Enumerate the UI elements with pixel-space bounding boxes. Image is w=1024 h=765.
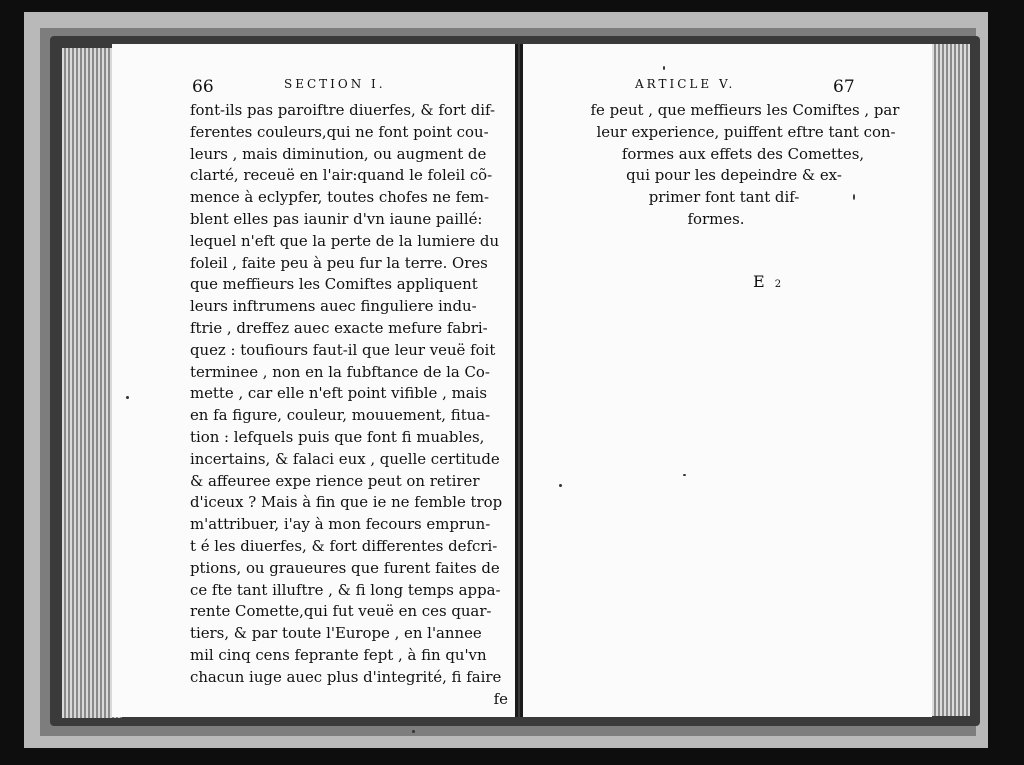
signature-mark xyxy=(753,272,781,291)
text-line: mil cinq cens feprante fept , à fin qu'vn xyxy=(190,645,487,664)
text-line: que meffieurs les Comiftes appliquent xyxy=(190,275,478,294)
right-page-body xyxy=(523,100,935,231)
left-running-head: SECTION I. xyxy=(284,77,386,91)
text-line: quez : toufiours faut-il que leur veuë foit xyxy=(190,340,496,359)
text-line: ferentes couleurs,qui ne font point cou- xyxy=(190,122,489,141)
text-line: ftrie , dreffez auec exacte mefure fabri- xyxy=(190,318,488,337)
text-line: m'attribuer, i'ay à mon fecours emprun- xyxy=(190,515,491,534)
text-line: mette , car elle n'eft point vifible , mais xyxy=(190,384,487,403)
text-line: leurs inftrumens auec finguliere indu- xyxy=(190,297,477,316)
page-number-67: 67 xyxy=(833,77,855,97)
text-line: & affeuree expe rience peut on retirer xyxy=(190,471,480,490)
text-line: ce fte tant illuftre , & fi long temps appa- xyxy=(190,580,501,599)
left-page xyxy=(112,44,518,717)
text-line: rente Comette,qui fut veuë en ces quar- xyxy=(190,602,492,621)
catchword: fe xyxy=(493,689,508,708)
paper-speck xyxy=(683,474,686,476)
paper-speck xyxy=(412,730,415,733)
text-line: blent elles pas iaunir d'vn iaune paillé: xyxy=(190,209,483,228)
right-page-edges xyxy=(930,44,970,716)
signature-number: 2 xyxy=(774,279,782,290)
text-line: leurs , mais diminution, ou augment de xyxy=(190,144,487,163)
text-line: incertains, & falaci eux , quelle certitude xyxy=(190,449,500,468)
paper-speck xyxy=(126,396,129,399)
text-line: formes aux effets des Comettes, xyxy=(621,144,865,163)
text-line: tion : lefquels puis que font fi muables, xyxy=(190,427,485,446)
signature-letter: E xyxy=(753,272,765,291)
text-line: formes. xyxy=(687,209,745,228)
page-number-66: 66 xyxy=(192,77,214,97)
text-line: tiers, & par toute l'Europe , en l'annee xyxy=(190,624,482,643)
text-line: d'iceux ? Mais à fin que ie ne femble trop xyxy=(190,493,503,512)
left-page-body xyxy=(190,100,508,710)
text-line: t é les diuerfes, & fort differentes defcri- xyxy=(190,536,498,555)
text-line: ptions, ou graueures que furent faites de xyxy=(190,558,500,577)
text-line: clarté, receuë en l'air:quand le foleil cõ- xyxy=(190,166,493,185)
text-line: primer font tant dif- xyxy=(648,188,800,207)
paper-speck xyxy=(853,194,855,200)
text-line: leur experience, puiffent eftre tant con- xyxy=(596,122,896,141)
paper-speck xyxy=(559,484,562,487)
left-page-number xyxy=(192,77,214,97)
right-page-number xyxy=(833,77,855,97)
text-line: chacun iuge auec plus d'integrité, fi faire xyxy=(190,667,502,686)
text-line: terminee , non en la fubftance de la Co- xyxy=(190,362,490,381)
right-page xyxy=(520,44,932,717)
text-line: mence à eclypfer, toutes chofes ne fem- xyxy=(190,188,490,207)
text-line: foleil , faite peu à peu fur la terre. Ores xyxy=(190,253,488,272)
paper-speck xyxy=(663,66,665,70)
text-line: en fa figure, couleur, mouuement, fitua- xyxy=(190,406,491,425)
text-line: font-ils pas paroiftre diuerfes, & fort dif- xyxy=(190,101,496,119)
text-line: qui pour les depeindre & ex- xyxy=(626,166,842,185)
text-line: fe peut , que meffieurs les Comiftes , par xyxy=(590,101,900,119)
text-line: lequel n'eft que la perte de la lumiere du xyxy=(190,231,500,250)
right-running-head: ARTICLE V. xyxy=(635,77,736,91)
